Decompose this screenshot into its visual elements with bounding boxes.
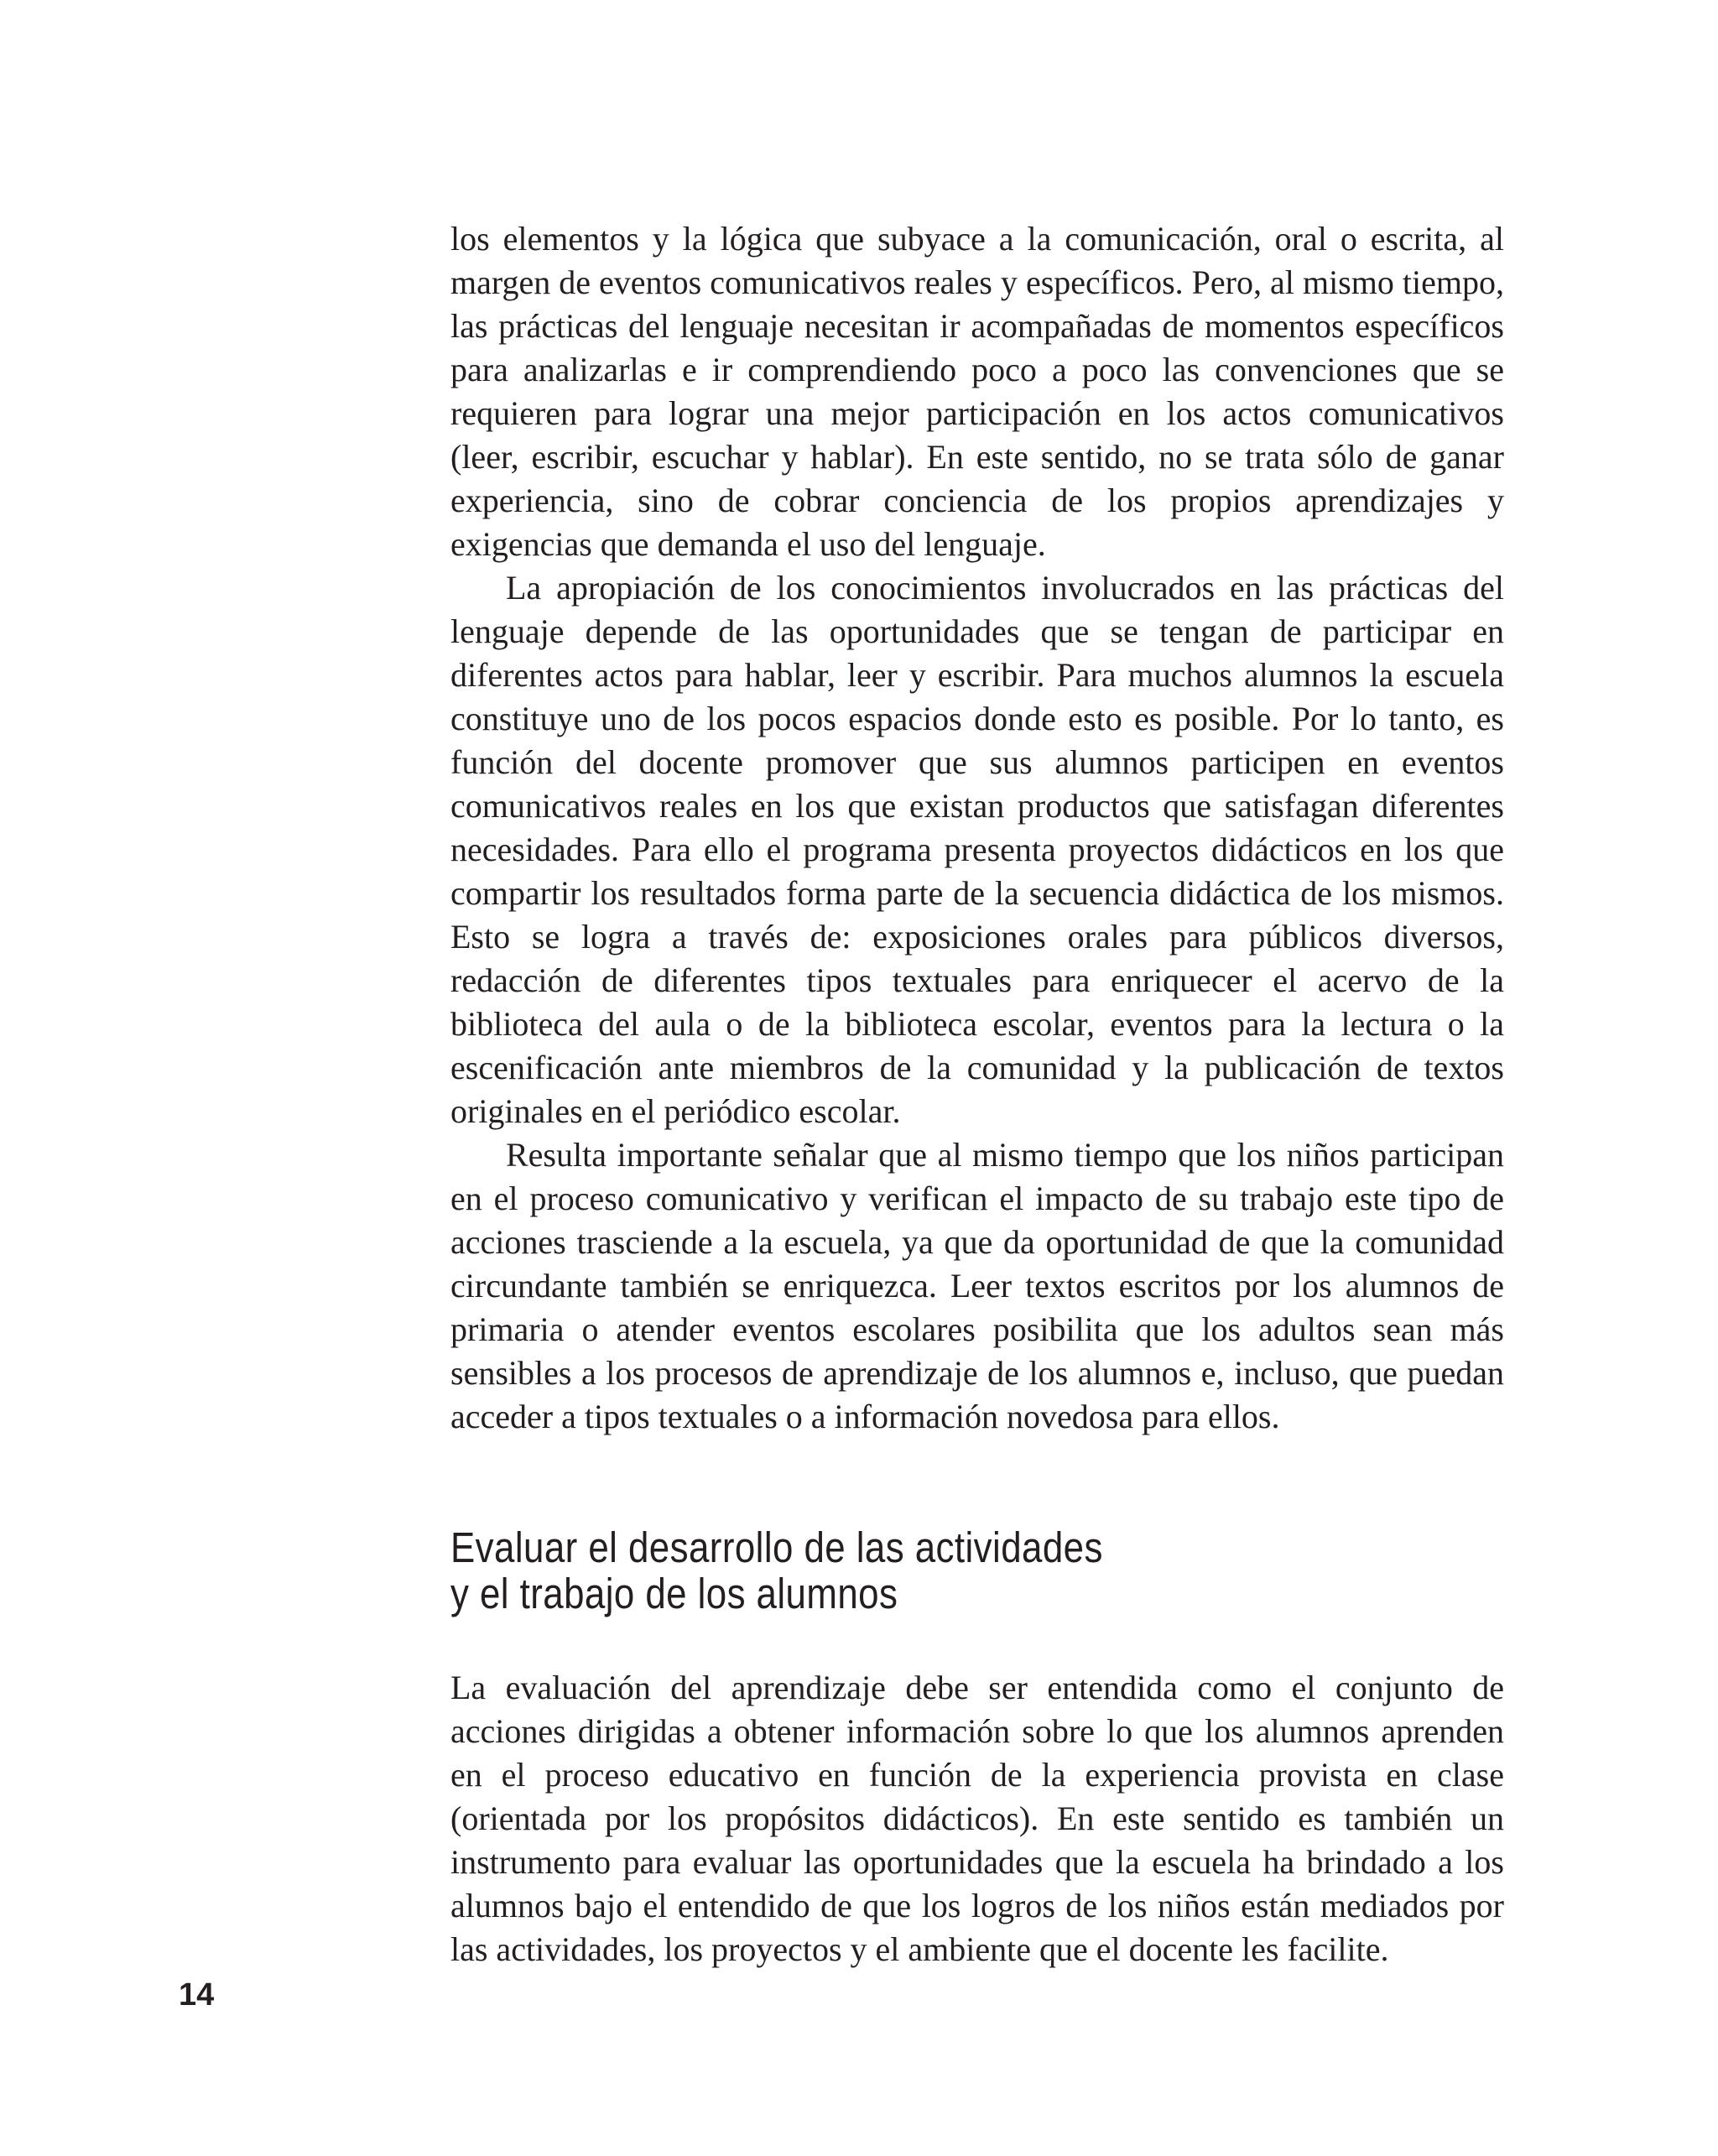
paragraph-apropiacion: La apropiación de los conocimientos involucrados en las prácticas del lenguaje depende de las oportunidades que se tengan de participar en diferentes actos para hablar, leer y escribir. Para muchos alumnos la escuela constituye uno de los pocos espacios donde esto es posible. Por lo tanto, es función del docente promover que sus alumnos participen en eventos comunicativos reales en los que existan productos que satisfagan diferentes necesidades. Para ello el programa presenta proyectos didácticos en los que compartir los resultados forma parte de la secuencia didáctica de los mismos. Esto se logra a través de: exposiciones orales para públicos diversos, redacción de diferentes tipos textuales para enriquecer el acervo de la biblioteca del aula o de la biblioteca escolar, eventos para la lectura o la escenificación ante miembros de la comunidad y la publicación de textos originales en el periódico escolar.	[450, 569, 1504, 1130]
paragraph-continuation: los elementos y la lógica que subyace a la comunicación, oral o escrita, al margen de eventos comunicativos reales y específicos. Pero, al mismo tiempo, las prácticas del lenguaje necesitan ir acompañadas de momentos específicos para analizarlas e ir comprendiendo poco a poco las convenciones que se requieren para lograr una mejor participación en los actos comunicativos (leer, escribir, escuchar y hablar). En este sentido, no se trata sólo de ganar experiencia, sino de cobrar conciencia de los propios aprendizajes y exigencias que demanda el uso del lenguaje.	[450, 220, 1504, 563]
upper-text-block	[450, 217, 1504, 1439]
page-number: 14	[179, 1977, 215, 2013]
section-heading	[450, 1524, 1356, 1617]
paragraph-importancia: Resulta importante señalar que al mismo tiempo que los niños participan en el proceso comunicativo y verifican el impacto de su trabajo este tipo de acciones trasciende a la escuela, ya que da oportunidad de que la comunidad circundante también se enriquezca. Leer textos escritos por los alumnos de primaria o atender eventos escolares posibilita que los adultos sean más sensibles a los procesos de aprendizaje de los alumnos e, incluso, que puedan acceder a tipos textuales o a información novedosa para ellos.	[450, 1136, 1504, 1435]
section-heading-line-2: y el trabajo de los alumnos	[450, 1570, 898, 1617]
section-heading-line-1: Evaluar el desarrollo de las actividades	[450, 1523, 1103, 1571]
paragraph-evaluacion: La evaluación del aprendizaje debe ser entendida como el conjunto de acciones dirigidas a obtener información sobre lo que los alumnos aprenden en el proceso educativo en función de la experiencia provista en clase (orientada por los propósitos didácticos). En este sentido es también un instrumento para evaluar las oportunidades que la escuela ha brindado a los alumnos bajo el entendido de que los logros de los niños están mediados por las actividades, los proyectos y el ambiente que el docente les facilite.	[450, 1669, 1504, 1968]
lower-text-block	[450, 1666, 1504, 1971]
